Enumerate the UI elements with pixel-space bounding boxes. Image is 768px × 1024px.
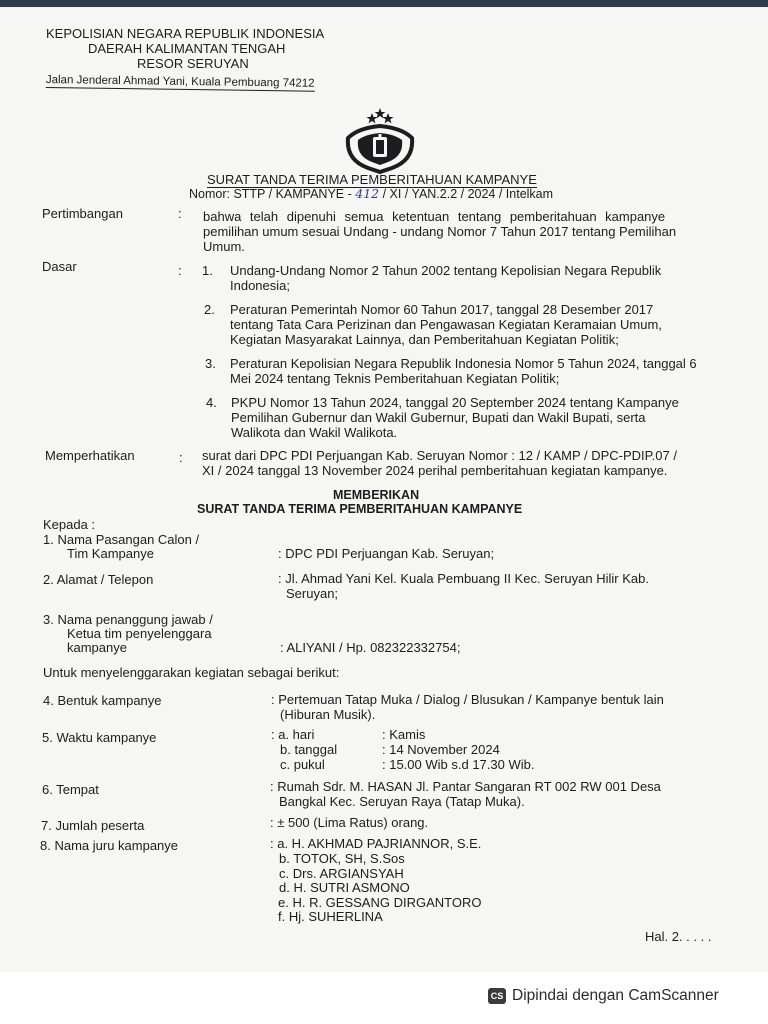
pertimbangan-line3: Umum. (203, 239, 245, 254)
pertimbangan-label: Pertimbangan (42, 206, 123, 221)
memperhatikan-line1: surat dari DPC PDI Perjuangan Kab. Seruyan Nomor : 12 / KAMP / DPC-PDIP.07 / (202, 448, 677, 463)
kepada-label: Kepada : (43, 517, 96, 532)
dasar-item-1-line1: Undang-Undang Nomor 2 Tahun 2002 tentang Kepolisian Negara Republik (230, 263, 662, 278)
item-3-label-line3: kampanye (67, 640, 127, 655)
item-6-value-line1: : Rumah Sdr. M. HASAN Jl. Pantar Sangaran RT 002 RW 001 Desa (270, 779, 661, 794)
item-5-pukul-key: c. pukul (280, 757, 325, 772)
memperhatikan-colon: : (179, 450, 183, 465)
item-4-label: 4. Bentuk kampanye (43, 693, 162, 708)
item-3-label-line2: Ketua tim penyelenggara (67, 626, 212, 641)
item-5-hari-key: : a. hari (271, 727, 315, 742)
juru-kampanye-c: c. Drs. ARGIANSYAH (279, 866, 404, 881)
item-8-label: 8. Nama juru kampanye (40, 838, 179, 853)
nomor-prefix: Nomor: STTP / KAMPANYE - (189, 187, 356, 201)
memberikan-subheading: SURAT TANDA TERIMA PEMBERITAHUAN KAMPANYE (197, 502, 523, 516)
item-5-tanggal-key: b. tanggal (280, 742, 338, 757)
dasar-item-3-line2: Mei 2024 tentang Teknis Pemberitahuan Kegiatan Politik; (230, 371, 560, 386)
camscanner-caption: Dipindai dengan CamScanner (512, 987, 719, 1004)
juru-kampanye-e: e. H. R. GESSANG DIRGANTORO (278, 895, 482, 910)
item-3-value: : ALIYANI / Hp. 082322332754; (280, 640, 461, 655)
item-6-label: 6. Tempat (42, 782, 99, 797)
item-1-value: : DPC PDI Perjuangan Kab. Seruyan; (278, 546, 495, 561)
item-4-value-line2: (Hiburan Musik). (280, 707, 376, 722)
pertimbangan-line1: bahwa telah dipenuhi semua ketentuan tentang pemberitahuan kampanye (203, 209, 666, 224)
dasar-item-4-line1: PKPU Nomor 13 Tahun 2024, tanggal 20 September 2024 tentang Kampanye (231, 395, 679, 410)
juru-kampanye-b: b. TOTOK, SH, S.Sos (279, 851, 405, 866)
dasar-item-2-line3: Kegiatan Masyarakat Lainnya, dan Pemberitahuan Kegiatan Politik; (230, 332, 619, 347)
item-2-value-line1: : Jl. Ahmad Yani Kel. Kuala Pembuang II Kec. Seruyan Hilir Kab. (278, 571, 649, 586)
letterhead-line3: RESOR SERUYAN (137, 56, 249, 71)
dasar-item-2-num: 2. (204, 302, 215, 317)
document-title: SURAT TANDA TERIMA PEMBERITAHUAN KAMPANYE (207, 172, 537, 187)
pertimbangan-line2: pemilihan umum sesuai Undang - undang Nomor 7 Tahun 2017 tentang Pemilihan (203, 224, 677, 239)
dasar-item-3-line1: Peraturan Kepolisian Negara Republik Indonesia Nomor 5 Tahun 2024, tanggal 6 (230, 356, 697, 371)
dasar-item-1-line2: Indonesia; (230, 278, 290, 293)
item-5-tanggal-value: : 14 November 2024 (382, 742, 500, 757)
item-5-hari-value: : Kamis (382, 727, 426, 742)
item-1-label-line1: 1. Nama Pasangan Calon / (43, 532, 200, 547)
police-emblem-icon (340, 104, 420, 174)
item-1-label-line2: Tim Kampanye (67, 546, 154, 561)
juru-kampanye-d: d. H. SUTRI ASMONO (279, 880, 410, 895)
item-5-pukul-value: : 15.00 Wib s.d 17.30 Wib. (382, 757, 535, 772)
nomor-suffix: / XI / YAN.2.2 / 2024 / Intelkam (379, 187, 554, 201)
juru-kampanye-f: f. Hj. SUHERLINA (278, 909, 383, 924)
scan-top-edge (0, 0, 768, 7)
nomor-handwritten: 412 (355, 186, 380, 201)
dasar-item-2-line2: tentang Tata Cara Perizinan dan Pengawasan Kegiatan Keramaian Umum, (230, 317, 662, 332)
letterhead-line1: KEPOLISIAN NEGARA REPUBLIK INDONESIA (46, 26, 325, 41)
item-7-label: 7. Jumlah peserta (41, 818, 145, 833)
page-reference: Hal. 2. . . . . (645, 929, 712, 944)
memperhatikan-line2: XI / 2024 tanggal 13 November 2024 perihal pemberitahuan kegiatan kampanye. (202, 463, 668, 478)
memperhatikan-label: Memperhatikan (45, 448, 135, 463)
item-7-value: : ± 500 (Lima Ratus) orang. (270, 815, 429, 830)
dasar-label: Dasar (42, 259, 77, 274)
dasar-item-1-num: 1. (202, 263, 213, 278)
dasar-item-3-num: 3. (205, 356, 216, 371)
pertimbangan-colon: : (178, 206, 182, 221)
dasar-item-2-line1: Peraturan Pemerintah Nomor 60 Tahun 2017, tanggal 28 Desember 2017 (230, 302, 654, 317)
item-4-value-line1: : Pertemuan Tatap Muka / Dialog / Blusukan / Kampanye bentuk lain (271, 692, 664, 707)
letterhead-address: Jalan Jenderal Ahmad Yani, Kuala Pembuang 74212 (45, 73, 315, 90)
kegiatan-intro: Untuk menyelenggarakan kegiatan sebagai berikut: (43, 665, 340, 680)
dasar-colon: : (178, 263, 182, 278)
letterhead-line2: DAERAH KALIMANTAN TENGAH (88, 41, 286, 56)
item-3-label-line1: 3. Nama penanggung jawab / (43, 612, 213, 627)
camscanner-logo-icon: CS (488, 988, 506, 1004)
item-2-value-line2: Seruyan; (286, 586, 339, 601)
item-2-label: 2. Alamat / Telepon (43, 572, 154, 587)
dasar-item-4-line2: Pemilihan Gubernur dan Wakil Gubernur, Bupati dan Wakil Bupati, serta (231, 410, 646, 425)
juru-kampanye-a: : a. H. AKHMAD PAJRIANNOR, S.E. (270, 836, 482, 851)
document-number (189, 187, 553, 201)
item-6-value-line2: Bangkal Kec. Seruyan Raya (Tatap Muka). (279, 794, 525, 809)
item-5-label: 5. Waktu kampanye (42, 730, 157, 745)
dasar-item-4-num: 4. (206, 395, 217, 410)
memberikan-heading: MEMBERIKAN (333, 488, 420, 502)
dasar-item-4-line3: Walikota dan Wakil Walikota. (231, 425, 398, 440)
